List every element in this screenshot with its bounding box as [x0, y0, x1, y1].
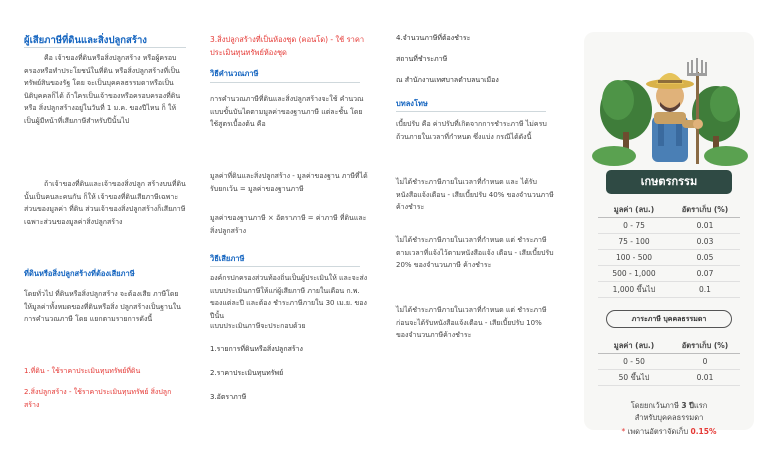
- table-row: [598, 266, 740, 282]
- exemption-target: สำหรับบุคคลธรรมดา: [634, 413, 704, 422]
- col-header-rate: อัตราเก็บ (%): [681, 204, 729, 214]
- category-ribbon: เกษตรกรรม: [606, 170, 732, 194]
- table-cell: 0.1: [699, 285, 711, 294]
- table-header: [598, 202, 740, 218]
- exemption-text-suffix: แรก: [693, 401, 708, 410]
- divider: [24, 47, 186, 48]
- paragraph-penalty-20: ไม่ได้ชำระภาษีภายในเวลาที่กำหนด แต่ ชำระภาษีตามเวลาที่แจ้งไว้ตามหนังสือแจ้ง เตือน - เสียเบี้ยปรับ 20% ของจำนวนภาษี ค้างชำระ: [396, 236, 554, 269]
- table-row: [598, 282, 740, 298]
- divider: [210, 82, 360, 83]
- payment-place-label: สถานที่ชำระภาษี: [396, 55, 448, 63]
- table-row: [598, 370, 740, 386]
- heading-penalty: บทลงโทษ: [396, 99, 428, 108]
- paragraph-penalty-40: ไม่ได้ชำระภาษีภายในเวลาที่กำหนด และ ได้รับหนังสือแจ้งเตือน - เสียเบี้ยปรับ 40% ของจำนวนภาษีค้างชำระ: [396, 178, 554, 211]
- item-condo: 3.สิ่งปลูกสร้างที่เป็นห้องชุด (คอนโด) - ใช้ ราคาประเมินทุนทรัพย์ห้องชุด: [210, 35, 365, 57]
- farmer-illustration-icon: [584, 32, 754, 172]
- heading-payment-method: วิธีเสียภาษี: [210, 254, 245, 263]
- payment-place: ณ สำนักงานเทศบาลตำบลนาเมือง: [396, 76, 499, 84]
- paragraph-penalty-10: ไม่ได้ชำระภาษีภายในเวลาที่กำหนด แต่ ชำระภาษีก่อนจะได้รับหนังสือแจ้งเตือน - เสียเบี้ยปรับ 10% ของจำนวนภาษีค้างชำระ: [396, 306, 547, 339]
- col-header-rate: อัตราเก็บ (%): [681, 340, 729, 350]
- ceiling-rate: 0.15%: [690, 427, 717, 436]
- item-land: 1.ที่ดิน - ใช้ราคาประเมินทุนทรัพย์ที่ดิน: [24, 367, 141, 375]
- list-item: 3.อัตราภาษี: [210, 393, 247, 401]
- formula-2: มูลค่าของฐานภาษี × อัตราภาษี = ค่าภาษี ที่ดินและสิ่งปลูกสร้าง: [210, 214, 367, 235]
- rate-table-individual: [598, 338, 740, 386]
- table-row: [598, 218, 740, 234]
- exemption-text: โดยยกเว้นภาษี: [630, 401, 679, 410]
- heading-calc-method: วิธีคำนวณภาษี: [210, 69, 259, 78]
- table-cell: 0: [702, 357, 708, 366]
- paragraph-assessment-form: แบบประเมินภาษีจะประกอบด้วย: [210, 322, 306, 330]
- paragraph-land-owner: ถ้าเจ้าของที่ดินและเจ้าของสิ่งปลูก สร้างบนที่ดินนั้นเป็นคนละคนกัน ก็ให้ เจ้าของที่ดินเสียภาษีเฉพาะส่วนของมูลค่า ที่ดิน ส่วนเจ้าของสิ่งปลูกสร้างก็เสียภาษี เฉพาะส่วนของมูลค่าสิ่งปลูกสร้าง: [24, 180, 186, 226]
- ceiling-label: เพดานอัตราจัดเก็บ: [627, 427, 689, 436]
- asterisk: *: [621, 427, 626, 436]
- table-header: [598, 338, 740, 354]
- table-cell: 0.07: [696, 269, 714, 278]
- divider: [396, 111, 546, 112]
- list-item: 1.รายการที่ดินหรือสิ่งปลูกสร้าง: [210, 345, 303, 353]
- exemption-note: [584, 400, 754, 424]
- table-cell: 50 ขึ้นไป: [618, 372, 650, 382]
- list-item: 2.ราคาประเมินทุนทรัพย์: [210, 369, 284, 377]
- ceiling-note: [584, 426, 754, 438]
- heading-taxable-property: ที่ดินหรือสิ่งปลูกสร้างที่ต้องเสียภาษี: [24, 269, 135, 278]
- table-row: [598, 250, 740, 266]
- table-row: [598, 234, 740, 250]
- paragraph-penalty-def: เบี้ยปรับ คือ ค่าปรับที่เกิดจากการชำระภาษี ไม่ครบถ้วนภายในเวลาที่กำหนด ซึ่งแบ่ง กรณีได้ดังนี้: [396, 120, 547, 141]
- paragraph-taxable-general: โดยทั่วไป ที่ดินหรือสิ่งปลูกสร้าง จะต้องเสีย ภาษีโดยให้มูลค่าทั้งหมดของที่ดินหรือสิ่ง ปลูกสร้างเป็นฐานในการคำนวณภาษี โดย แยกตามรายการดังนี้: [24, 290, 181, 323]
- table-cell: 0 - 75: [623, 221, 645, 230]
- section-title-taxpayer: ผู้เสียภาษีที่ดินและสิ่งปลูกสร้าง: [24, 35, 147, 46]
- col-header-value: มูลค่า (ลบ.): [613, 204, 655, 214]
- table-cell: 0.01: [696, 373, 714, 382]
- table-cell: 100 - 500: [615, 253, 653, 262]
- table-cell: 0.03: [696, 237, 714, 246]
- table-cell: 1,000 ขึ้นไป: [612, 284, 656, 294]
- exemption-years: 3 ปี: [681, 401, 694, 410]
- rate-table-agriculture: [598, 202, 740, 298]
- table-cell: 0.01: [696, 221, 714, 230]
- table-row: [598, 354, 740, 370]
- table-cell: 75 - 100: [618, 237, 650, 246]
- paragraph-taxpayer-def: คือ เจ้าของที่ดินหรือสิ่งปลูกสร้าง หรือผู้ครอบครองหรือทำประโยชน์ในที่ดิน หรือสิ่งปลูกสร้างที่เป็นทรัพย์สินของรัฐ โดย จะเป็นบุคคลธรรมดาหรือเป็นนิติบุคคลก็ได้ ถ้าใครเป็นเจ้าของหรือครอบครองที่ดินหรือ สิ่งปลูกสร้างอยู่ในวันที่ 1 ม.ค. ของปีไหน ก็ ให้เป็นผู้มีหน้าที่เสียภาษีสำหรับปีนั้นไป: [24, 54, 181, 125]
- agriculture-tax-card: [584, 32, 754, 436]
- individual-tax-pill: ภาระภาษี บุคคลธรรมดา: [606, 310, 732, 328]
- item-building: 2.สิ่งปลูกสร้าง - ใช้ราคาประเมินทุนทรัพย์ สิ่งปลูกสร้าง: [24, 388, 172, 409]
- formula-1: มูลค่าที่ดินและสิ่งปลูกสร้าง - มูลค่าของฐาน ภาษีที่ได้รับยกเว้น = มูลค่าของฐานภาษี: [210, 172, 368, 193]
- divider: [210, 266, 360, 267]
- table-cell: 500 - 1,000: [612, 269, 656, 278]
- table-cell: 0.05: [696, 253, 714, 262]
- paragraph-calc: การคำนวณภาษีที่ดินและสิ่งปลูกสร้างจะใช้ คำนวณแบบขั้นบันไดตามมูลค่าของฐานภาษี แต่ละชั้น โดยใช้สูตรเบื้องต้น คือ: [210, 95, 364, 128]
- col-header-value: มูลค่า (ลบ.): [613, 340, 655, 350]
- table-cell: 0 - 50: [623, 357, 645, 366]
- list-item: 4.จำนวนภาษีที่ต้องชำระ: [396, 34, 471, 42]
- paragraph-payment: องค์กรปกครองส่วนท้องถิ่นเป็นผู้ประเมินให้ และจะส่งแบบประเมินภาษีให้แก่ผู้เสียภาษี ภายในเดือน ก.พ. ของแต่ละปี และต้อง ชำระภาษีภายใน 30 เม.ย. ของปีนั้น: [210, 274, 368, 320]
